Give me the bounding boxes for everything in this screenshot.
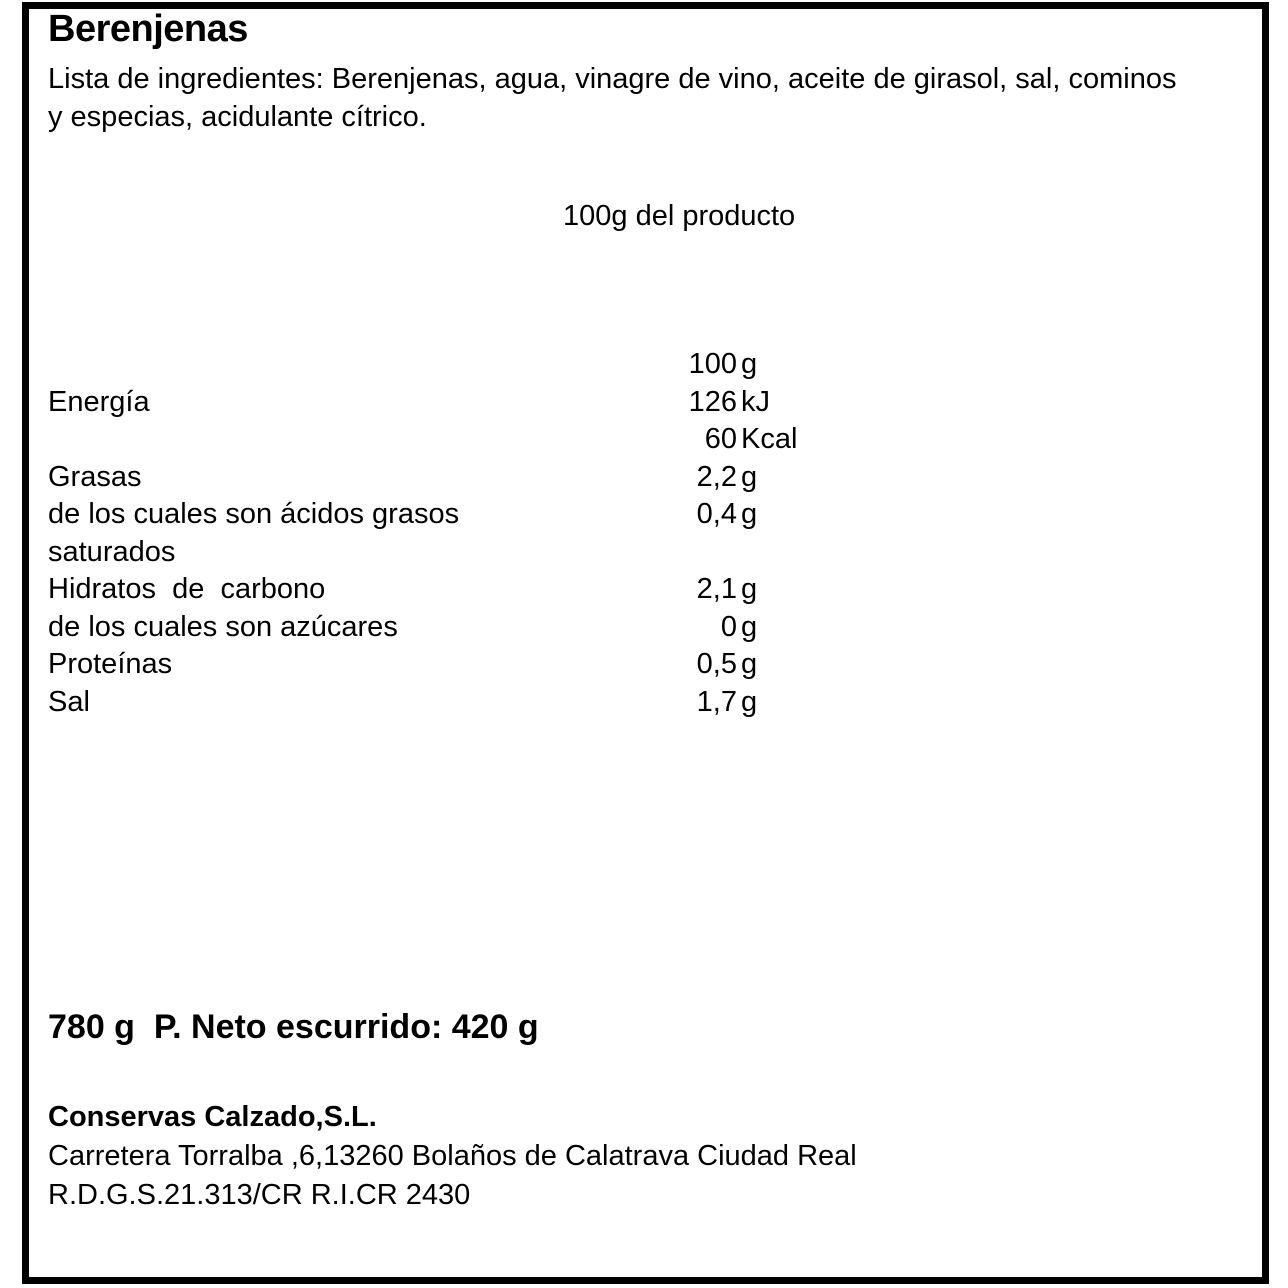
nutrition-unit: g xyxy=(741,460,758,493)
nutrition-value: 2,1 xyxy=(696,573,737,605)
nutrition-row-saturated-fat-value xyxy=(48,496,848,534)
nutrition-value: 0,5 xyxy=(696,648,737,680)
net-weight-line: 780 g P. Neto escurrido: 420 g xyxy=(48,1008,539,1046)
nutrition-value: 126 xyxy=(688,385,737,418)
nutrition-unit: g xyxy=(741,648,758,680)
nutrition-row-energy-kcal xyxy=(48,421,848,459)
nutrition-label: Grasas xyxy=(48,460,142,493)
nutrition-value: 0,4 xyxy=(696,498,737,530)
nutrition-label: Proteínas xyxy=(48,648,173,680)
nutrition-row-energy-kj xyxy=(48,384,848,422)
nutrition-row-header xyxy=(48,346,848,384)
nutrition-row-saturated-fat-label2 xyxy=(48,534,848,572)
nutrition-value: 100 xyxy=(688,348,737,380)
nutrition-row-fat xyxy=(48,459,848,497)
nutrition-row-salt xyxy=(48,684,848,722)
nutrition-label: de los cuales son azúcares xyxy=(48,610,398,643)
nutrition-unit: kJ xyxy=(741,385,770,418)
nutrition-label: Hidratos de carbono xyxy=(48,573,326,605)
manufacturer-registry: R.D.G.S.21.313/CR R.I.CR 2430 xyxy=(48,1179,471,1211)
nutrition-row-sugars xyxy=(48,609,848,647)
nutrition-unit: g xyxy=(741,573,758,605)
nutrition-label: saturados xyxy=(48,535,176,568)
nutrition-table-caption: 100g del producto xyxy=(563,200,796,232)
nutrition-unit: Kcal xyxy=(741,423,798,455)
manufacturer-address: Carretera Torralba ,6,13260 Bolaños de Calatrava Ciudad Real xyxy=(48,1140,857,1172)
manufacturer-name: Conservas Calzado,S.L. xyxy=(48,1101,377,1133)
nutrition-value: 0 xyxy=(720,610,737,643)
ingredients-list: Lista de ingredientes: Berenjenas, agua, vinagre de vino, aceite de girasol, sal, cominos y especias, acidulante cítrico. xyxy=(48,63,1177,133)
nutrition-value: 60 xyxy=(704,423,737,455)
nutrition-label: Sal xyxy=(48,685,90,718)
nutrition-unit: g xyxy=(741,498,758,530)
nutrition-value: 1,7 xyxy=(696,685,737,718)
manufacturer-block xyxy=(48,1098,857,1215)
nutrition-value: 2,2 xyxy=(696,460,737,493)
nutrition-row-carbohydrates xyxy=(48,571,848,609)
nutrition-unit: g xyxy=(741,348,758,380)
nutrition-unit: g xyxy=(741,685,758,718)
nutrition-unit: g xyxy=(741,610,758,643)
nutrition-label: Energía xyxy=(48,385,150,418)
nutrition-label: de los cuales son ácidos grasos xyxy=(48,498,460,530)
nutrition-row-protein xyxy=(48,646,848,684)
nutrition-table xyxy=(48,346,848,721)
product-title: Berenjenas xyxy=(48,8,248,50)
